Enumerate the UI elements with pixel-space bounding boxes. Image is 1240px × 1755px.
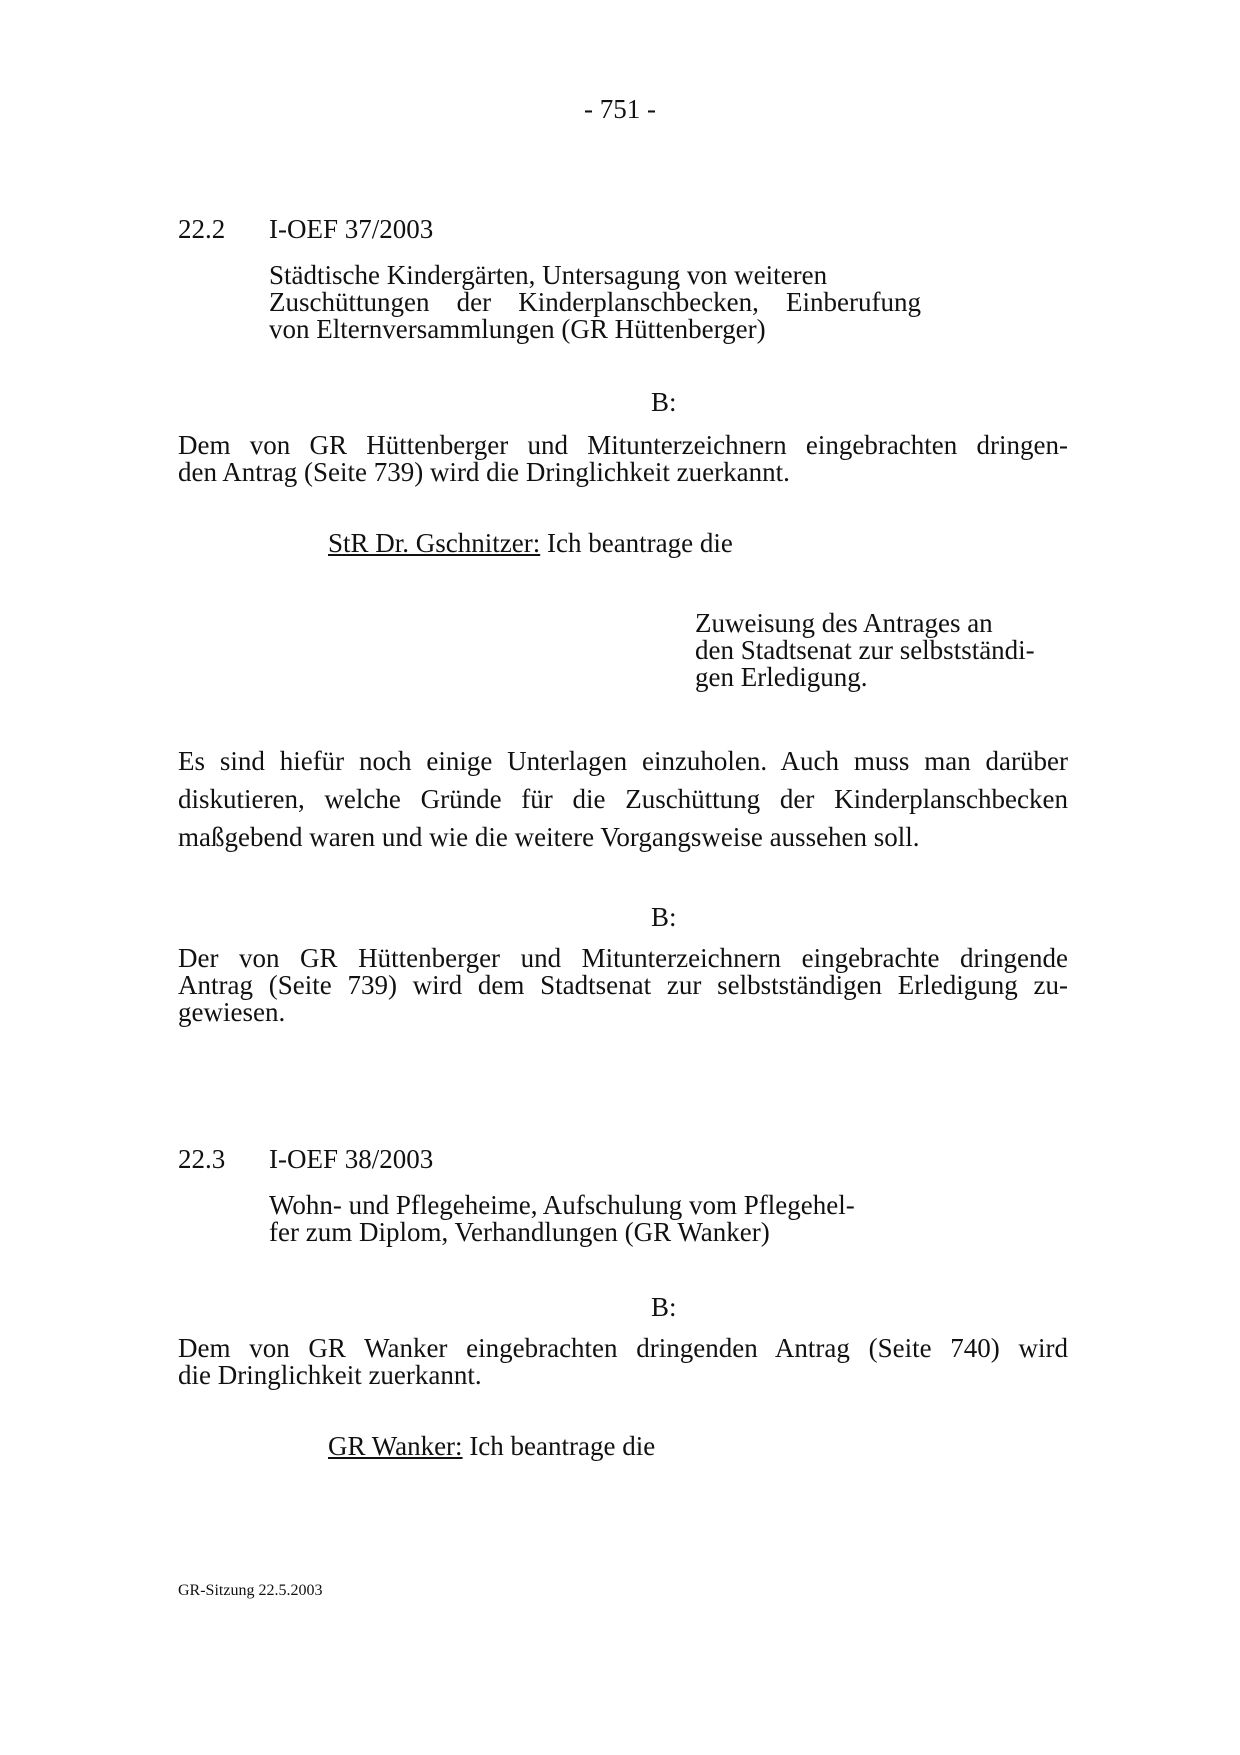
- resolution-line: gewiesen.: [178, 997, 286, 1027]
- resolution-marker: B:: [651, 902, 677, 932]
- motion-line: den Stadtsenat zur selbstständi-: [695, 635, 1035, 665]
- resolution-line: Der von GR Hüttenberger und Mitunterzeichnern eingebrachte dringende: [178, 943, 1068, 973]
- resolution-line: Dem von GR Hüttenberger und Mitunterzeichnern eingebrachten dringen-: [178, 430, 1068, 460]
- speaker-statement: [328, 530, 733, 557]
- explanation-line: maßgebend waren und wie die weitere Vorgangsweise aussehen soll.: [178, 822, 920, 852]
- item-title-line: von Elternversammlungen (GR Hüttenberger): [269, 314, 766, 344]
- item-title-line: Zuschüttungen der Kinderplanschbecken, Einberufung: [269, 287, 921, 317]
- item-number: 22.3: [178, 1144, 226, 1174]
- resolution-marker: B:: [651, 1292, 677, 1322]
- item-title-line: Wohn- und Pflegeheime, Aufschulung vom Pflegehel-: [269, 1190, 855, 1220]
- resolution-line: Antrag (Seite 739) wird dem Stadtsenat zur selbstständigen Erledigung zu-: [178, 970, 1068, 1000]
- explanation-line: diskutieren, welche Gründe für die Zuschüttung der Kinderplanschbecken: [178, 784, 1068, 814]
- footer-session-date: GR-Sitzung 22.5.2003: [178, 1582, 323, 1599]
- explanation-line: Es sind hiefür noch einige Unterlagen einzuholen. Auch muss man darüber: [178, 746, 1068, 776]
- motion-line: gen Erledigung.: [695, 662, 868, 692]
- item-title-line: Städtische Kindergärten, Untersagung von weiteren: [269, 260, 828, 290]
- item-title-line: fer zum Diplom, Verhandlungen (GR Wanker): [269, 1217, 770, 1247]
- speaker-name: GR Wanker:: [328, 1431, 463, 1461]
- resolution-line: Dem von GR Wanker eingebrachten dringenden Antrag (Seite 740) wird: [178, 1333, 1068, 1363]
- speech-text: Ich beantrage die: [546, 528, 733, 558]
- item-code: I-OEF 38/2003: [269, 1144, 434, 1174]
- item-number: 22.2: [178, 214, 226, 244]
- speaker-name: StR Dr. Gschnitzer:: [328, 528, 541, 558]
- speech-text: Ich beantrage die: [469, 1431, 656, 1461]
- resolution-line: die Dringlichkeit zuerkannt.: [178, 1360, 482, 1390]
- motion-line: Zuweisung des Antrages an: [695, 608, 993, 638]
- item-code: I-OEF 37/2003: [269, 214, 434, 244]
- resolution-line: den Antrag (Seite 739) wird die Dringlichkeit zuerkannt.: [178, 457, 790, 487]
- speaker-statement: [328, 1433, 655, 1460]
- resolution-marker: B:: [651, 387, 677, 417]
- page-number: - 751 -: [584, 94, 656, 124]
